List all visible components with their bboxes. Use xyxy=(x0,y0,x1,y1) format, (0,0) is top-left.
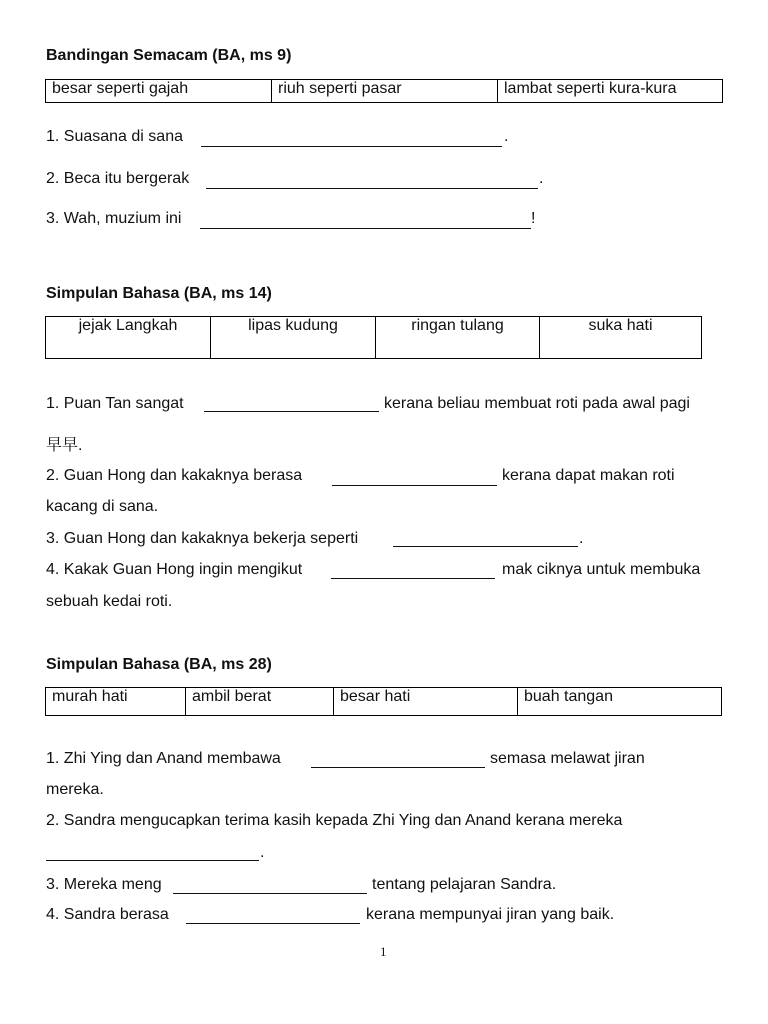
s1-q1-answer-blank[interactable] xyxy=(201,146,502,147)
s3-q1-text: 1. Zhi Ying dan Anand membawa xyxy=(46,750,281,767)
s3-q1-answer-blank[interactable] xyxy=(311,767,485,768)
s2-q4-continuation: sebuah kedai roti. xyxy=(46,593,173,610)
s3-q1-continuation: mereka. xyxy=(46,781,104,798)
word-cell: murah hati xyxy=(46,688,186,716)
s1-q3-text: 3. Wah, muzium ini xyxy=(46,210,182,227)
s2-q2-continuation: kacang di sana. xyxy=(46,498,159,515)
s1-q2-end: . xyxy=(539,170,544,187)
s2-q1-text: 1. Puan Tan sangat xyxy=(46,395,184,412)
word-cell: lambat seperti kura-kura xyxy=(498,80,723,103)
s2-q4-text: 4. Kakak Guan Hong ingin mengikut xyxy=(46,561,303,578)
s3-q2-end: . xyxy=(260,844,265,861)
s2-q3-answer-blank[interactable] xyxy=(393,546,578,547)
s1-q1-end: . xyxy=(504,128,509,145)
word-cell: besar seperti gajah xyxy=(46,80,272,103)
section-3-word-table xyxy=(45,687,722,716)
s1-q2-text: 2. Beca itu bergerak xyxy=(46,170,190,187)
s3-q2-text: 2. Sandra mengucapkan terima kasih kepada Zhi Ying dan Anand kerana mereka xyxy=(46,812,623,829)
s3-q2-answer-blank[interactable] xyxy=(46,860,259,861)
word-cell: lipas kudung xyxy=(211,317,376,359)
s2-q1-answer-blank[interactable] xyxy=(204,411,379,412)
s3-q1-after: semasa melawat jiran xyxy=(490,750,645,767)
word-cell: buah tangan xyxy=(518,688,722,716)
s2-q4-answer-blank[interactable] xyxy=(331,578,495,579)
s2-q3-end: . xyxy=(579,530,584,547)
s2-q3-text: 3. Guan Hong dan kakaknya bekerja seperti xyxy=(46,530,359,547)
s2-q2-text: 2. Guan Hong dan kakaknya berasa xyxy=(46,467,303,484)
s2-q2-after: kerana dapat makan roti xyxy=(502,467,675,484)
s3-q3-text: 3. Mereka meng xyxy=(46,876,162,893)
s2-q4-after: mak ciknya untuk membuka xyxy=(502,561,701,578)
s1-q1-text: 1. Suasana di sana xyxy=(46,128,183,145)
page-number: 1 xyxy=(380,944,387,959)
word-cell: suka hati xyxy=(540,317,702,359)
word-cell: jejak Langkah xyxy=(46,317,211,359)
s2-q1-continuation: 早早. xyxy=(46,437,83,454)
word-cell: ringan tulang xyxy=(376,317,540,359)
word-cell: riuh seperti pasar xyxy=(272,80,498,103)
s2-q1-after: kerana beliau membuat roti pada awal pagi xyxy=(384,395,690,412)
section-1-word-table xyxy=(45,79,723,103)
s1-q2-answer-blank[interactable] xyxy=(206,188,538,189)
s3-q3-answer-blank[interactable] xyxy=(173,893,367,894)
section-2-title: Simpulan Bahasa (BA, ms 14) xyxy=(46,285,272,302)
s3-q3-after: tentang pelajaran Sandra. xyxy=(372,876,557,893)
section-3-title: Simpulan Bahasa (BA, ms 28) xyxy=(46,656,272,673)
section-1-title: Bandingan Semacam (BA, ms 9) xyxy=(46,47,292,64)
s3-q4-after: kerana mempunyai jiran yang baik. xyxy=(366,906,615,923)
s2-q2-answer-blank[interactable] xyxy=(332,485,497,486)
s3-q4-text: 4. Sandra berasa xyxy=(46,906,169,923)
s1-q3-answer-blank[interactable] xyxy=(200,228,531,229)
s1-q3-end: ! xyxy=(531,210,536,227)
section-2-word-table xyxy=(45,316,702,359)
s3-q4-answer-blank[interactable] xyxy=(186,923,360,924)
word-cell: besar hati xyxy=(334,688,518,716)
word-cell: ambil berat xyxy=(186,688,334,716)
